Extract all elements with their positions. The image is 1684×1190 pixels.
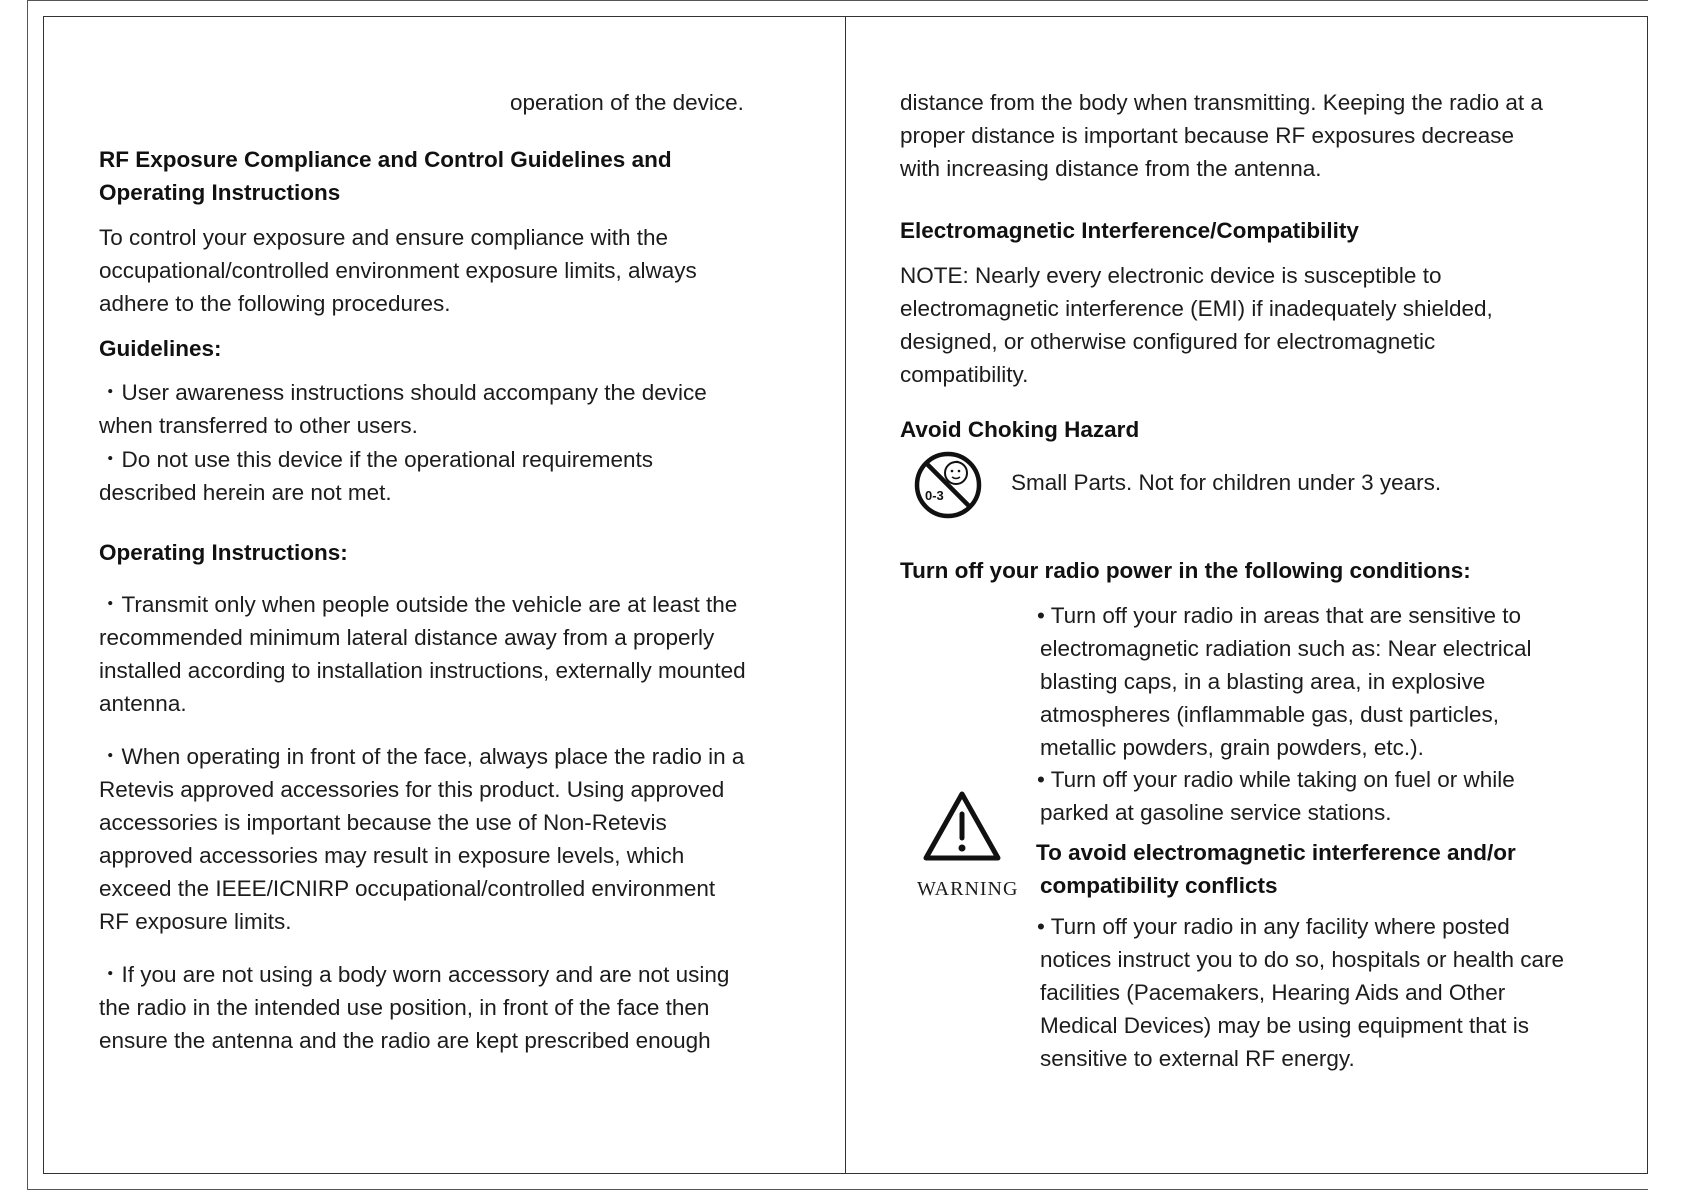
guideline-1-line-1: ・User awareness instructions should accompany the device: [99, 380, 707, 405]
continuation-line-2: proper distance is important because RF exposures decrease: [900, 123, 1515, 148]
avoid-1-line-5: sensitive to external RF energy.: [1040, 1046, 1355, 1071]
operating-2-line-2: Retevis approved accessories for this product. Using approved: [99, 777, 725, 802]
guideline-1-line-2: when transferred to other users.: [99, 413, 418, 438]
operating-2-line-4: approved accessories may result in exposure levels, which: [99, 843, 685, 868]
avoid-1-line-3: facilities (Pacemakers, Hearing Aids and Other: [1040, 980, 1506, 1005]
operating-1-line-4: antenna.: [99, 691, 187, 716]
guidelines-heading: Guidelines:: [99, 336, 222, 361]
operating-2-line-5: exceed the IEEE/ICNIRP occupational/controlled environment: [99, 876, 716, 901]
operating-1-line-2: recommended minimum lateral distance away from a properly: [99, 625, 715, 650]
emi-note-line-4: compatibility.: [900, 362, 1029, 387]
page-divider: [845, 16, 846, 1174]
choking-icon-age-label: 0-3: [925, 488, 944, 503]
operating-2-line-6: RF exposure limits.: [99, 909, 292, 934]
continuation-line-1: distance from the body when transmitting. Keeping the radio at a: [900, 90, 1543, 115]
guideline-2-line-1: ・Do not use this device if the operational requirements: [99, 447, 654, 472]
turnoff-1-line-3: blasting caps, in a blasting area, in explosive: [1040, 669, 1486, 694]
turnoff-1-line-2: electromagnetic radiation such as: Near electrical: [1040, 636, 1532, 661]
rf-heading-line-2: Operating Instructions: [99, 180, 341, 205]
rf-intro-line-1: To control your exposure and ensure compliance with the: [99, 225, 669, 250]
turnoff-1-line-5: metallic powders, grain powders, etc.).: [1040, 735, 1424, 760]
avoid-heading-line-2: compatibility conflicts: [1040, 873, 1278, 898]
avoid-1-line-4: Medical Devices) may be using equipment that is: [1040, 1013, 1529, 1038]
operating-1-line-3: installed according to installation instructions, externally mounted: [99, 658, 746, 683]
rf-intro-line-3: adhere to the following procedures.: [99, 291, 451, 316]
turnoff-1-line-4: atmospheres (inflammable gas, dust particles,: [1040, 702, 1499, 727]
operating-2-line-1: ・When operating in front of the face, always place the radio in a: [99, 744, 745, 769]
turnoff-heading: Turn off your radio power in the following conditions:: [900, 558, 1471, 583]
operating-heading: Operating Instructions:: [99, 540, 348, 565]
guideline-2-line-2: described herein are not met.: [99, 480, 392, 505]
avoid-1-line-2: notices instruct you to do so, hospitals or health care: [1040, 947, 1565, 972]
choking-heading: Avoid Choking Hazard: [900, 417, 1140, 442]
emi-note-line-1: NOTE: Nearly every electronic device is susceptible to: [900, 263, 1442, 288]
turnoff-1-line-1: • Turn off your radio in areas that are sensitive to: [1037, 603, 1521, 628]
operating-3-line-1: ・If you are not using a body worn accessory and are not using: [99, 962, 730, 987]
warning-icon: [922, 790, 1002, 864]
operating-3-line-3: ensure the antenna and the radio are kept prescribed enough: [99, 1028, 711, 1053]
operating-1-line-1: ・Transmit only when people outside the vehicle are at least the: [99, 592, 738, 617]
emi-note-line-2: electromagnetic interference (EMI) if inadequately shielded,: [900, 296, 1493, 321]
choking-text: Small Parts. Not for children under 3 years.: [1011, 470, 1442, 495]
choking-hazard-icon: [913, 450, 983, 520]
avoid-heading-line-1: To avoid electromagnetic interference and/or: [1036, 840, 1516, 865]
avoid-1-line-1: • Turn off your radio in any facility where posted: [1037, 914, 1510, 939]
turnoff-2-line-1: • Turn off your radio while taking on fuel or while: [1037, 767, 1515, 792]
continuation-text: operation of the device.: [510, 90, 744, 115]
operating-3-line-2: the radio in the intended use position, in front of the face then: [99, 995, 710, 1020]
turnoff-2-line-2: parked at gasoline service stations.: [1040, 800, 1392, 825]
rf-intro-line-2: occupational/controlled environment exposure limits, always: [99, 258, 697, 283]
continuation-line-3: with increasing distance from the antenna.: [900, 156, 1322, 181]
rf-heading-line-1: RF Exposure Compliance and Control Guidelines and: [99, 147, 672, 172]
emi-heading: Electromagnetic Interference/Compatibility: [900, 218, 1359, 243]
warning-label: WARNING: [917, 878, 1019, 900]
emi-note-line-3: designed, or otherwise configured for electromagnetic: [900, 329, 1436, 354]
operating-2-line-3: accessories is important because the use of Non-Retevis: [99, 810, 667, 835]
